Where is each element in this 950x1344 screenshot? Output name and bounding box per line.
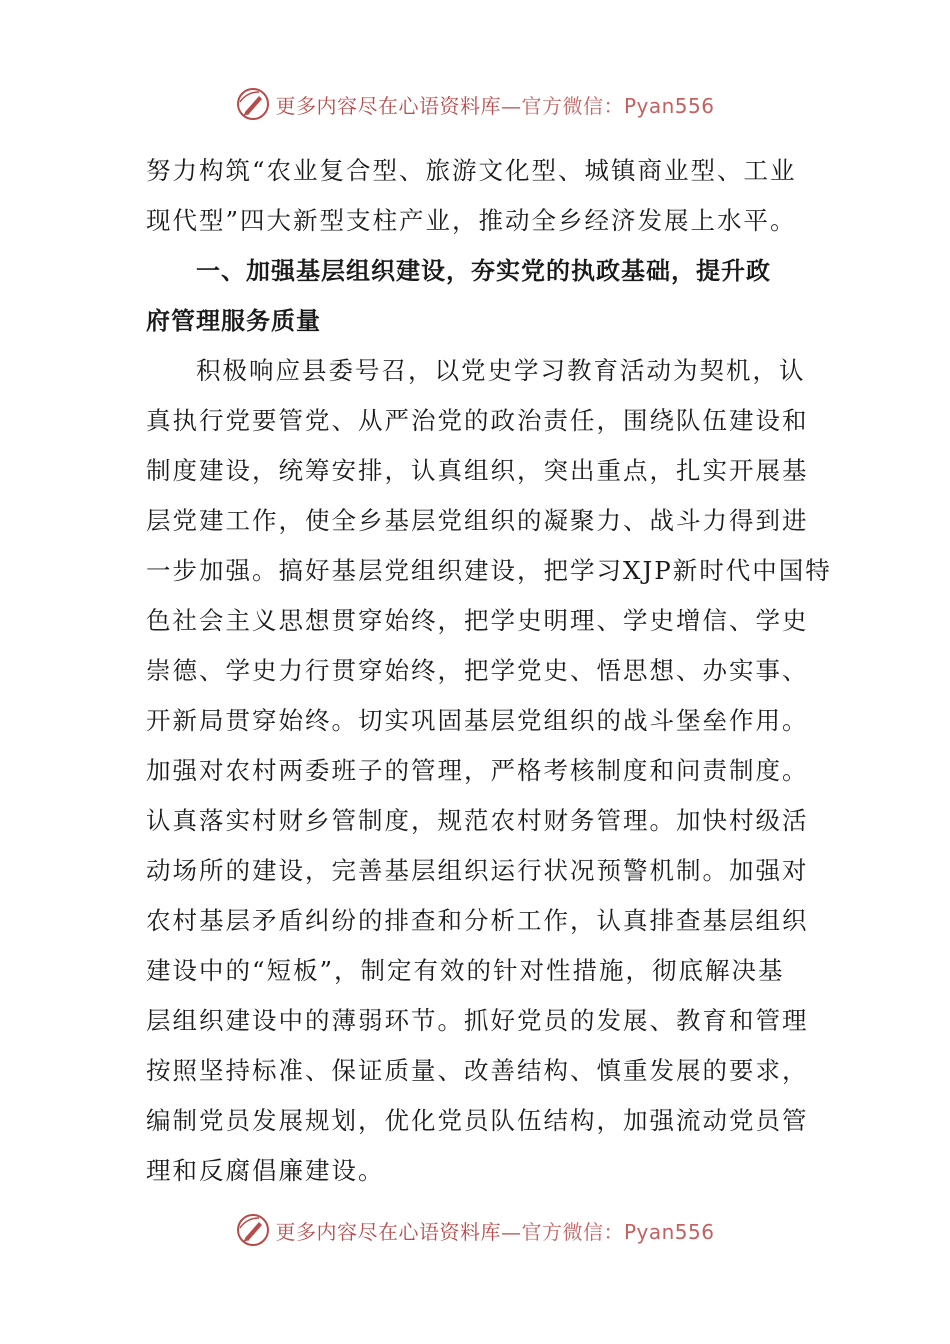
text-line: 努力构筑“农业复合型、旅游文化型、城镇商业型、工业	[146, 156, 797, 185]
paragraph-line: 认真落实村财乡管制度，规范农村财务管理。加快村级活	[146, 806, 809, 835]
document-body	[146, 146, 832, 1196]
paragraph-line: 色社会主义思想贯穿始终，把学史明理、学史增信、学史	[146, 606, 809, 635]
paragraph-line: 层组织建设中的薄弱环节。抓好党员的发展、教育和管理	[146, 1006, 809, 1035]
watermark-text: 更多内容尽在心语资料库—官方微信：Pyan556	[275, 1219, 715, 1244]
paragraph-line: 按照坚持标准、保证质量、改善结构、慎重发展的要求，	[146, 1056, 809, 1085]
section-heading: 府管理服务质量	[146, 307, 321, 335]
watermark-banner-top	[0, 84, 950, 124]
watermark-text: 更多内容尽在心语资料库—官方微信：Pyan556	[275, 93, 715, 118]
paragraph-line: 开新局贯穿始终。切实巩固基层党组织的战斗堡垒作用。	[146, 706, 809, 735]
section-heading: 一、加强基层组织建设，夯实党的执政基础，提升政	[196, 257, 771, 285]
paragraph-line: 建设中的“短板”，制定有效的针对性措施，彻底解决基	[146, 956, 785, 985]
text-line: 现代型”四大新型支柱产业，推动全乡经济发展上水平。	[146, 206, 797, 235]
paragraph-line: 真执行党要管党、从严治党的政治责任，围绕队伍建设和	[146, 406, 809, 435]
paragraph-line: 动场所的建设，完善基层组织运行状况预警机制。加强对	[146, 856, 809, 885]
paragraph-line: 崇德、学史力行贯穿始终，把学党史、悟思想、办实事、	[146, 656, 809, 685]
paragraph-line: 理和反腐倡廉建设。	[146, 1156, 385, 1185]
watermark-banner-bottom	[0, 1210, 950, 1250]
paragraph-line: 一步加强。搞好基层党组织建设，把学习XJP新时代中国特	[146, 556, 832, 585]
pen-nib-logo-icon	[235, 1212, 271, 1248]
paragraph-line: 加强对农村两委班子的管理，严格考核制度和问责制度。	[146, 756, 809, 785]
paragraph-line: 农村基层矛盾纠纷的排查和分析工作，认真排查基层组织	[146, 906, 809, 935]
pen-nib-logo-icon	[235, 86, 271, 122]
paragraph-line: 层党建工作，使全乡基层党组织的凝聚力、战斗力得到进	[146, 506, 809, 535]
paragraph-line: 编制党员发展规划，优化党员队伍结构，加强流动党员管	[146, 1106, 809, 1135]
paragraph-line: 积极响应县委号召，以党史学习教育活动为契机，认	[196, 356, 806, 385]
paragraph-line: 制度建设，统筹安排，认真组织，突出重点，扎实开展基	[146, 456, 809, 485]
